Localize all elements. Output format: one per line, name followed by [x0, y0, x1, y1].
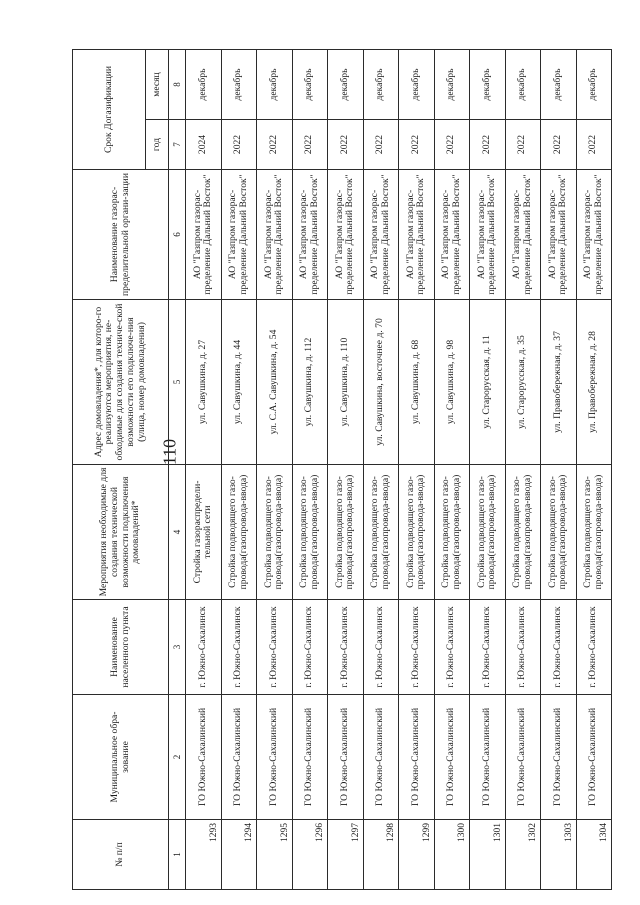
activity-cell: Стройка подводящего газо-провода(газопровода-ввода) [470, 465, 506, 600]
activity-cell: Стройка подводящего газо-провода(газопровода-ввода) [505, 465, 541, 600]
address-cell: ул. Савушкина, д. 44 [221, 300, 257, 465]
column-number: 8 [169, 49, 186, 119]
activity-cell: Стройка подводящего газо-провода(газопровода-ввода) [292, 465, 328, 600]
col-header-municipality: Муниципальное обра-зование [73, 695, 169, 820]
activity-cell: Стройка подводящего газо-провода(газопровода-ввода) [328, 465, 364, 600]
month-cell: декабрь [399, 49, 435, 119]
settlement-cell: г. Южно-Сахалинск [576, 600, 612, 695]
column-number: 5 [169, 300, 186, 465]
organization-cell: АО "Газпром газорас-пределение Дальний Восток" [399, 170, 435, 300]
address-cell: ул. Старорусская, д. 35 [505, 300, 541, 465]
row-number: 1297 [328, 820, 364, 890]
address-cell: ул. Правобережная, д. 37 [541, 300, 577, 465]
row-number: 1293 [186, 820, 222, 890]
year-cell: 2022 [257, 120, 293, 170]
address-cell: ул. Правобережная, д. 28 [576, 300, 612, 465]
table-row [292, 49, 328, 889]
organization-cell: АО "Газпром газорас-пределение Дальний Восток" [328, 170, 364, 300]
year-cell: 2022 [292, 120, 328, 170]
table-row [257, 49, 293, 889]
column-number: 3 [169, 600, 186, 695]
settlement-cell: г. Южно-Сахалинск [221, 600, 257, 695]
municipality-cell: ГО Южно-Сахалинский [186, 695, 222, 820]
municipality-cell: ГО Южно-Сахалинский [576, 695, 612, 820]
year-cell: 2022 [399, 120, 435, 170]
table-row [186, 49, 222, 889]
organization-cell: АО "Газпром газорас-пределение Дальний Восток" [221, 170, 257, 300]
year-cell: 2022 [434, 120, 470, 170]
municipality-cell: ГО Южно-Сахалинский [541, 695, 577, 820]
row-number: 1301 [470, 820, 506, 890]
table-row [470, 49, 506, 889]
col-header-activity: Мероприятия необходимые для создания технической возможности подключения домовладений* [73, 465, 169, 600]
settlement-cell: г. Южно-Сахалинск [257, 600, 293, 695]
row-number: 1294 [221, 820, 257, 890]
col-header-organization: Наименование газорас-пределительной органи-зации [73, 170, 169, 300]
table-row [541, 49, 577, 889]
row-number: 1303 [541, 820, 577, 890]
column-number: 2 [169, 695, 186, 820]
address-cell: ул. Савушкина, д. 98 [434, 300, 470, 465]
col-header-year: год [146, 120, 169, 170]
address-cell: ул. Савушкина, д. 68 [399, 300, 435, 465]
row-number: 1302 [505, 820, 541, 890]
table-row [576, 49, 612, 889]
col-header-num: № п/п [73, 820, 169, 890]
table-row [399, 49, 435, 889]
municipality-cell: ГО Южно-Сахалинский [328, 695, 364, 820]
table-row [434, 49, 470, 889]
organization-cell: АО "Газпром газорас-пределение Дальний Восток" [434, 170, 470, 300]
settlement-cell: г. Южно-Сахалинск [186, 600, 222, 695]
settlement-cell: г. Южно-Сахалинск [363, 600, 399, 695]
row-number: 1298 [363, 820, 399, 890]
address-cell: ул. Савушкина, д. 110 [328, 300, 364, 465]
rotated-table-container [72, 50, 612, 890]
column-number: 1 [169, 820, 186, 890]
organization-cell: АО "Газпром газорас-пределение Дальний Восток" [292, 170, 328, 300]
column-number: 7 [169, 120, 186, 170]
address-cell: ул. Старорусская, д. 11 [470, 300, 506, 465]
settlement-cell: г. Южно-Сахалинск [292, 600, 328, 695]
municipality-cell: ГО Южно-Сахалинский [434, 695, 470, 820]
month-cell: декабрь [470, 49, 506, 119]
settlement-cell: г. Южно-Сахалинск [328, 600, 364, 695]
organization-cell: АО "Газпром газорас-пределение Дальний Восток" [505, 170, 541, 300]
settlement-cell: г. Южно-Сахалинск [434, 600, 470, 695]
activity-cell: Стройка подводящего газо-провода(газопровода-ввода) [221, 465, 257, 600]
col-header-settlement: Наименование населенного пункта [73, 600, 169, 695]
address-cell: ул. С.А. Савушкина, д. 54 [257, 300, 293, 465]
address-cell: ул. Савушкина, восточнее д. 70 [363, 300, 399, 465]
municipality-cell: ГО Южно-Сахалинский [363, 695, 399, 820]
month-cell: декабрь [576, 49, 612, 119]
column-number: 6 [169, 170, 186, 300]
organization-cell: АО "Газпром газорас-пределение Дальний Восток" [257, 170, 293, 300]
address-cell: ул. Савушкина, д. 112 [292, 300, 328, 465]
activity-cell: Стройка газораспредели-тельной сети [186, 465, 222, 600]
municipality-cell: ГО Южно-Сахалинский [399, 695, 435, 820]
activity-cell: Стройка подводящего газо-провода(газопровода-ввода) [576, 465, 612, 600]
settlement-cell: г. Южно-Сахалинск [470, 600, 506, 695]
municipality-cell: ГО Южно-Сахалинский [505, 695, 541, 820]
column-number: 4 [169, 465, 186, 600]
year-cell: 2022 [363, 120, 399, 170]
row-number: 1300 [434, 820, 470, 890]
organization-cell: АО "Газпром газорас-пределение Дальний Восток" [470, 170, 506, 300]
year-cell: 2022 [576, 120, 612, 170]
municipality-cell: ГО Южно-Сахалинский [292, 695, 328, 820]
year-cell: 2024 [186, 120, 222, 170]
month-cell: декабрь [434, 49, 470, 119]
address-cell: ул. Савушкина, д. 27 [186, 300, 222, 465]
municipality-cell: ГО Южно-Сахалинский [257, 695, 293, 820]
page-number: 110 [159, 438, 180, 466]
table-row [363, 49, 399, 889]
row-number: 1295 [257, 820, 293, 890]
activity-cell: Стройка подводящего газо-провода(газопровода-ввода) [434, 465, 470, 600]
col-header-deadline: Срок Догазификации [73, 49, 146, 169]
month-cell: декабрь [257, 49, 293, 119]
activity-cell: Стройка подводящего газо-провода(газопровода-ввода) [541, 465, 577, 600]
table-row [505, 49, 541, 889]
month-cell: декабрь [292, 49, 328, 119]
settlement-cell: г. Южно-Сахалинск [541, 600, 577, 695]
activity-cell: Стройка подводящего газо-провода(газопровода-ввода) [257, 465, 293, 600]
year-cell: 2022 [221, 120, 257, 170]
year-cell: 2022 [505, 120, 541, 170]
organization-cell: АО "Газпром газорас-пределение Дальний Восток" [541, 170, 577, 300]
row-number: 1304 [576, 820, 612, 890]
municipality-cell: ГО Южно-Сахалинский [221, 695, 257, 820]
settlement-cell: г. Южно-Сахалинск [505, 600, 541, 695]
settlement-cell: г. Южно-Сахалинск [399, 600, 435, 695]
column-number-row [169, 49, 186, 889]
gasification-table [72, 49, 612, 890]
year-cell: 2022 [541, 120, 577, 170]
activity-cell: Стройка подводящего газо-провода(газопровода-ввода) [363, 465, 399, 600]
col-header-address: Адрес домовладения*, для которо-го реализуются мероприятия, не-обходимые для создания техниче-ской возможности его подключе-ния (улица, номер домовладения) [73, 300, 169, 465]
organization-cell: АО "Газпром газорас-пределение Дальний Восток" [186, 170, 222, 300]
month-cell: декабрь [221, 49, 257, 119]
month-cell: декабрь [186, 49, 222, 119]
year-cell: 2022 [328, 120, 364, 170]
month-cell: декабрь [505, 49, 541, 119]
col-header-month: месяц [146, 49, 169, 119]
year-cell: 2022 [470, 120, 506, 170]
organization-cell: АО "Газпром газорас-пределение Дальний Восток" [576, 170, 612, 300]
municipality-cell: ГО Южно-Сахалинский [470, 695, 506, 820]
table-row [328, 49, 364, 889]
activity-cell: Стройка подводящего газо-провода(газопровода-ввода) [399, 465, 435, 600]
month-cell: декабрь [541, 49, 577, 119]
header-row [73, 49, 146, 889]
organization-cell: АО "Газпром газорас-пределение Дальний Восток" [363, 170, 399, 300]
table-row [221, 49, 257, 889]
month-cell: декабрь [363, 49, 399, 119]
row-number: 1296 [292, 820, 328, 890]
row-number: 1299 [399, 820, 435, 890]
month-cell: декабрь [328, 49, 364, 119]
